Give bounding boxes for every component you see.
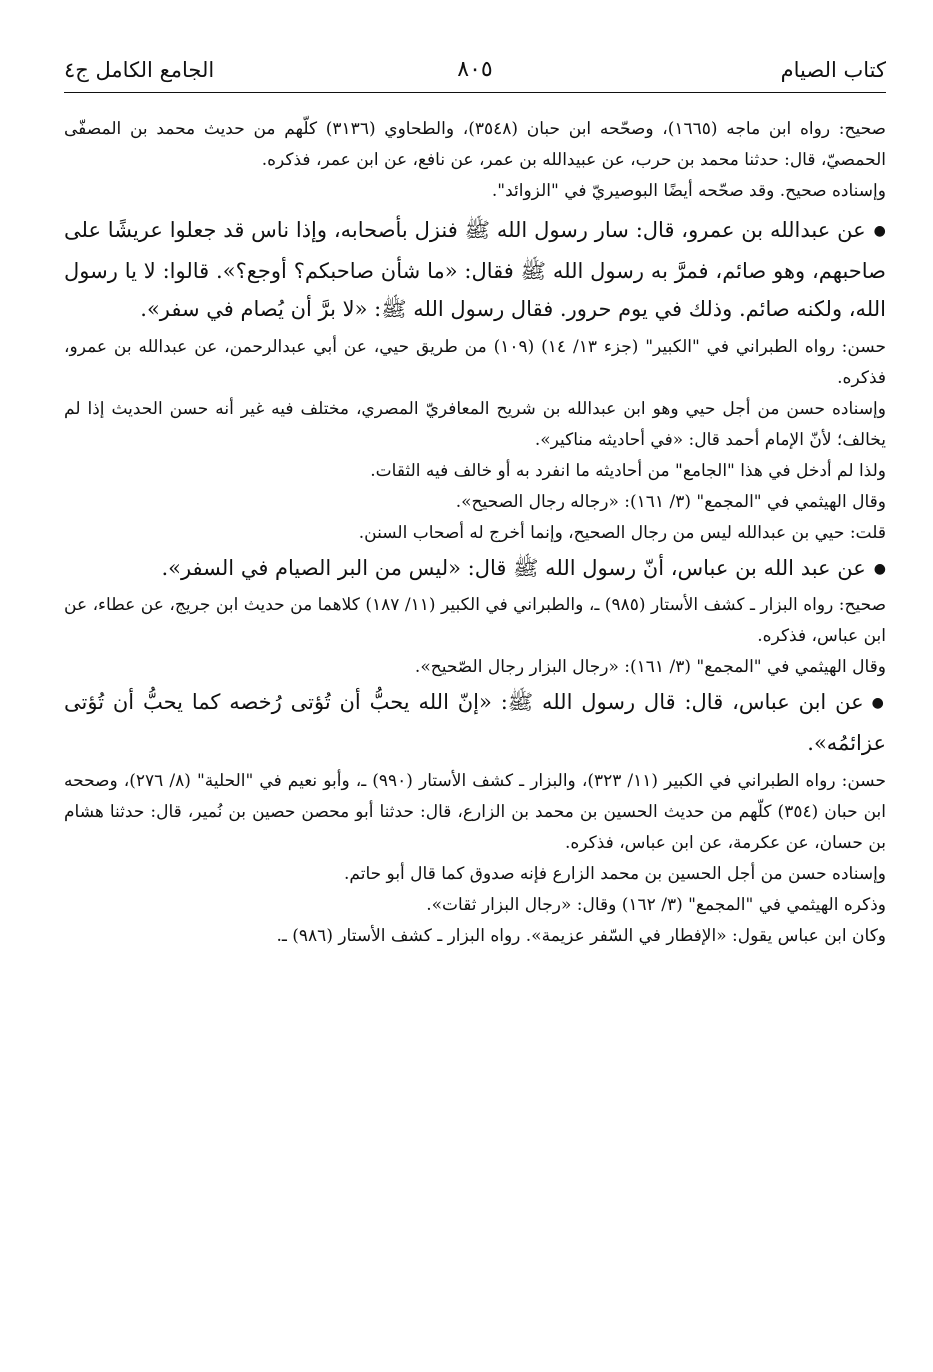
commentary-paragraph: ولذا لم أدخل في هذا "الجامع" من أحاديثه ما انفرد به أو خالف فيه الثقات.: [370, 461, 886, 481]
commentary-paragraph: وإسناده حسن من أجل حيي وهو ابن عبدالله بن شريح المعافريّ المصري، مختلف فيه غير أنه حسن الحديث إذا لم يخالف؛ لأنّ الإمام أحمد قال: «في أحاديثه مناكير».: [64, 399, 886, 450]
commentary-paragraph: حسن: رواه الطبراني في الكبير (١١/ ٣٢٣)، والبزار ـ كشف الأستار (٩٩٠) ـ، وأبو نعيم في "الحلية" (٨/ ٢٧٦)، وصححه ابن حبان (٣٥٤) كلّهم من حديث الحسين بن محمد بن الزارع، قال: حدثنا أبو محصن حصين بن نُمير، قال: حدثنا هشام بن حسان، عن عكرمة، عن ابن عباس، فذكره.: [64, 771, 887, 853]
hadith-paragraph: [64, 211, 886, 328]
hadith-text: عن عبدالله بن عمرو، قال: سار رسول الله ﷺ فنزل بأصحابه، وإذا ناس قد جعلوا عريشًا على صاحبهم، وهو صائم، فمرَّ به رسول الله ﷺ فقال: «ما شأن صاحبكم؟ أوجع؟». قالوا: لا يا رسول الله، ولكنه صائم. وذلك في يوم حرور. فقال رسول الله ﷺ: «لا برَّ أن يُصام في سفر».: [64, 218, 886, 321]
header-rule: [64, 92, 886, 93]
commentary-paragraph: وقال الهيثمي في "المجمع" (٣/ ١٦١): «رجال البزار رجال الصّحيح».: [414, 657, 886, 677]
commentary-paragraph: وكان ابن عباس يقول: «الإفطار في السّفر عزيمة». رواه البزار ـ كشف الأستار (٩٨٦) ـ.: [276, 926, 886, 946]
book-title: كتاب الصيام: [780, 58, 886, 82]
running-header: [64, 50, 886, 90]
hadith-text: عن عبد الله بن عباس، أنّ رسول الله ﷺ قال: «ليس من البر الصيام في السفر».: [161, 556, 866, 580]
page-number: ٨٠٥: [457, 57, 493, 82]
commentary-paragraph: وقال الهيثمي في "المجمع" (٣/ ١٦١): «رجاله رجال الصحيح».: [455, 492, 886, 512]
commentary-paragraph: وإسناده صحيح. وقد صحّحه أيضًا البوصيريّ في "الزوائد".: [491, 181, 886, 201]
commentary-paragraph: قلت: حيي بن عبدالله ليس من رجال الصحيح، وإنما أخرج له أصحاب السنن.: [358, 523, 886, 543]
commentary-paragraph: صحيح: رواه البزار ـ كشف الأستار (٩٨٥) ـ، والطبراني في الكبير (١١/ ١٨٧) كلاهما من حديث ابن جريج، عن عطاء، عن ابن عباس، فذكره.: [64, 595, 887, 646]
commentary-paragraph: صحيح: رواه ابن ماجه (١٦٦٥)، وصحّحه ابن حبان (٣٥٤٨)، والطحاوي (٣١٣٦) كلّهم من حديث محمد بن المصفّى الحمصيّ، قال: حدثنا محمد بن حرب، عن عبيدالله بن عمر، عن نافع، عن ابن عمر، فذكره.: [64, 119, 886, 170]
page-body: [64, 114, 886, 952]
page: [64, 50, 887, 946]
hadith-paragraph: [64, 549, 886, 590]
collection-title: الجامع الكامل ج٤: [64, 58, 215, 82]
hadith-text: عن ابن عباس، قال: قال رسول الله ﷺ: «إنّ الله يحبُّ أن تُؤتى رُخصه كما يحبُّ أن تُؤتى عزائمُه».: [64, 690, 886, 755]
hadith-paragraph: [64, 683, 886, 762]
commentary-paragraph: حسن: رواه الطبراني في "الكبير" (جزء ١٣/ ١٤) (١٠٩) من طريق حيي، عن أبي عبدالرحمن، عن عبدالله بن عمرو، فذكره.: [64, 337, 887, 388]
commentary-paragraph: وإسناده حسن من أجل الحسين بن محمد الزارع فإنه صدوق كما قال أبو حاتم.: [344, 864, 886, 884]
commentary-paragraph: وذكره الهيثمي في "المجمع" (٣/ ١٦٢) وقال: «رجال البزار ثقات».: [426, 895, 886, 915]
